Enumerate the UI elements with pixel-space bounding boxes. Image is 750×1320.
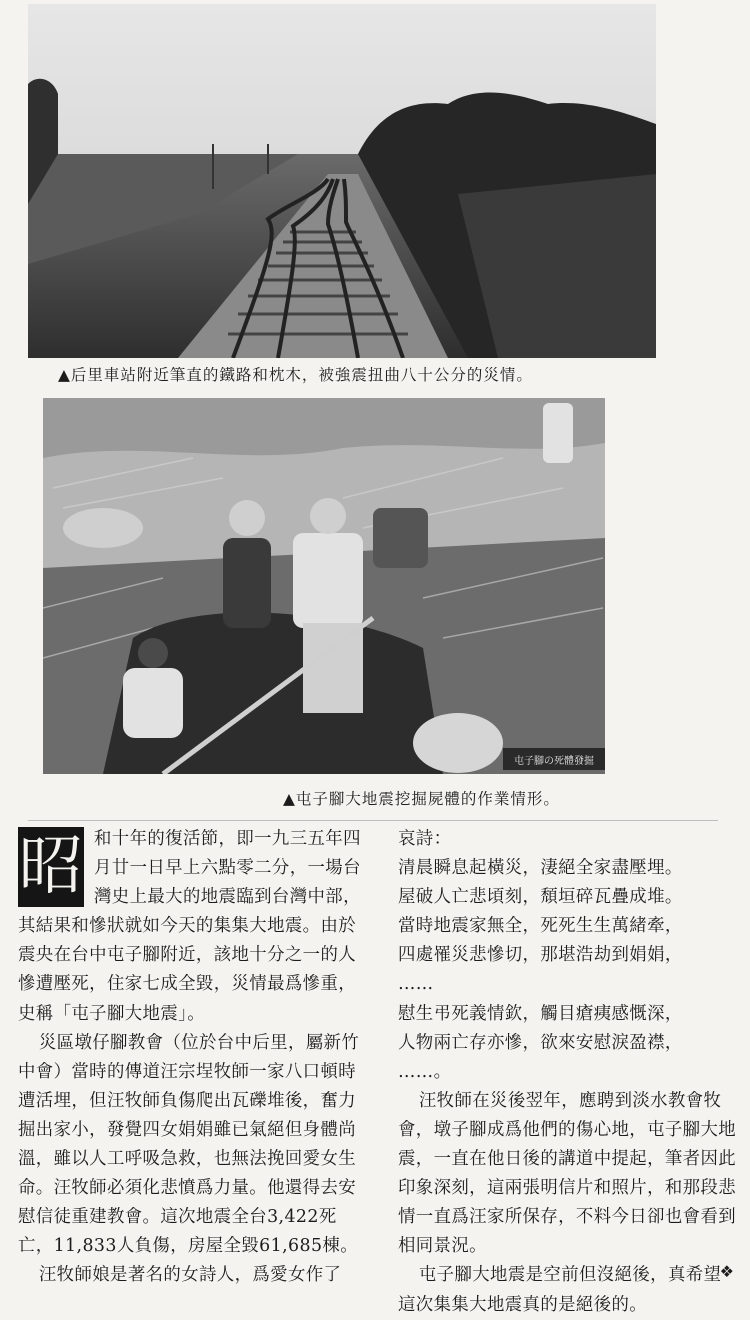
poem-line: ……。 <box>398 1061 452 1082</box>
caption-digging-photo: ▲屯子腳大地震挖掘屍體的作業情形。 <box>283 790 560 808</box>
poem-line: …… <box>398 974 434 995</box>
article-paragraph-1 <box>18 825 362 1029</box>
article-right-column <box>398 825 738 1320</box>
dropcap: 昭 <box>18 827 84 907</box>
poem-line: 人物兩亡存亦慘，欲來安慰淚盈襟， <box>398 1032 683 1053</box>
article-paragraph-6: 屯子腳大地震是空前但沒絕後，真希望這次集集大地震真的是絕後的。 <box>398 1265 722 1315</box>
article-left-column <box>18 825 362 1291</box>
poem-line: 屋破人亡悲頃刻，頹垣碎瓦疊成堆。 <box>398 887 683 908</box>
digging-photo <box>43 398 605 774</box>
poem-line: 慰生弔死義情欽，觸目瘡痍感慨深， <box>398 1003 683 1024</box>
article-paragraph-3: 汪牧師娘是著名的女詩人，爲愛女作了 <box>38 1265 342 1286</box>
poem <box>398 854 738 1087</box>
poem-line: 清晨瞬息起橫災，淒絕全家盡壓埋。 <box>398 858 683 879</box>
article-paragraph-5: 汪牧師在災後翌年，應聘到淡水教會牧會，墩子腳成爲他們的傷心地，屯子腳大地震，一直在他日後的講道中提起，筆者因此印象深刻，這兩張明信片和照片，和那段悲情一直爲汪家所保存，不料今日卻也會看到相同景況。 <box>398 1090 737 1257</box>
poem-line: 四處罹災悲慘切，那堪浩劫到娟娟， <box>398 945 683 966</box>
divider <box>28 820 718 821</box>
photo-label: 屯子腳の死體發掘 <box>514 756 594 767</box>
caption-railway-photo: ▲后里車站附近筆直的鐵路和枕木，被強震扭曲八十公分的災情。 <box>58 366 533 384</box>
poem-line: 當時地震家無全，死死生生萬緒牽， <box>398 916 683 937</box>
end-mark-icon: ❖ <box>719 1262 734 1281</box>
paragraph-1-text: 和十年的復活節，即一九三五年四月廿一日早上六點零二分，一場台灣史上最大的地震臨到台灣中部，其結果和慘狀就如今天的集集大地震。由於震央在台中屯子腳附近，該地十分之一的人慘遭壓死，住家七成全毀，災情最爲慘重，史稱「屯子腳大地震」。 <box>18 829 361 1024</box>
article-paragraph-2: 災區墩仔腳教會（位於台中后里，屬新竹中會）當時的傳道汪宗埕牧師一家八口頓時遭活埋，但汪牧師負傷爬出瓦礫堆後，奮力掘出家小，發覺四女娟娟雖已氣絕但身體尚溫，雖以人工呼吸急救，也無法挽回愛女生命。汪牧師必須化悲憤爲力量。他還得去安慰信徒重建教會。這次地震全台3,422死亡，11,833人負傷，房屋全毀61,685棟。 <box>18 1032 360 1257</box>
railway-photo <box>28 4 656 358</box>
article-paragraph-4: 哀詩： <box>398 829 452 849</box>
